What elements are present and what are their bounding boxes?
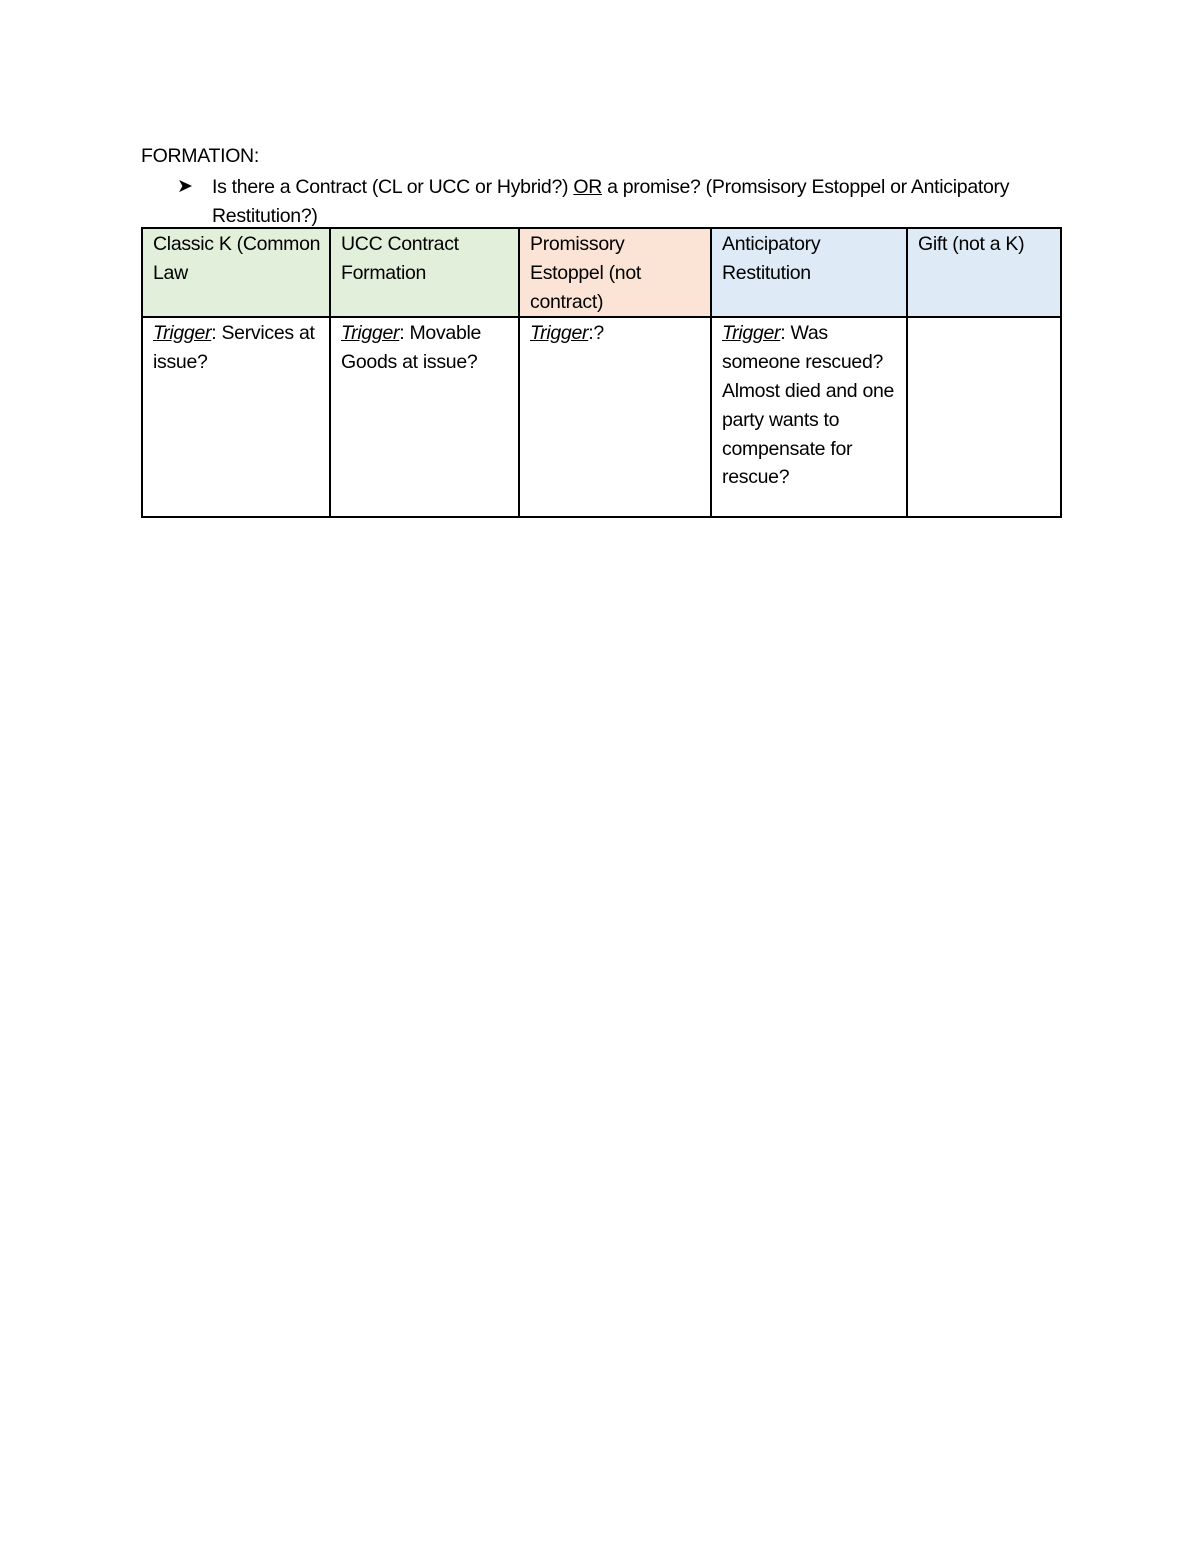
cell-anticipatory-restitution-trigger (711, 317, 907, 517)
header-cell-gift: Gift (not a K) (907, 228, 1061, 317)
trigger-label: Trigger (722, 322, 781, 345)
bullet-text-before: Is there a Contract (CL or UCC or Hybrid?) (212, 176, 574, 198)
section-heading: FORMATION: (141, 145, 259, 167)
cell-promissory-estoppel-trigger (519, 317, 711, 517)
trigger-text: :? (588, 322, 604, 345)
cell-ucc-trigger (330, 317, 519, 517)
table-row (142, 317, 1061, 517)
trigger-label: Trigger (341, 322, 400, 345)
header-cell-classic-k: Classic K (Common Law (142, 228, 330, 317)
arrowhead-bullet-icon: ➤ (177, 176, 193, 197)
trigger-text: : Services at issue? (153, 322, 315, 374)
header-cell-promissory-estoppel: Promissory Estoppel (not contract) (519, 228, 711, 317)
cell-classic-k-trigger (142, 317, 330, 517)
cell-gift-empty (907, 317, 1061, 517)
bullet-text (212, 173, 1012, 230)
header-cell-anticipatory-restitution: Anticipatory Restitution (711, 228, 907, 317)
table-header-row (142, 228, 1061, 317)
bullet-text-after: a promise? (Promsisory Estoppel or Anticipatory Restitution?) (212, 176, 1010, 227)
trigger-text: : Movable Goods at issue? (341, 322, 482, 374)
bullet-text-or: OR (573, 176, 602, 198)
trigger-label: Trigger (153, 322, 212, 345)
trigger-text: : Was someone rescued? Almost died and one party wants to compensate for rescue? (722, 322, 895, 489)
formation-table (141, 227, 1062, 518)
header-cell-ucc: UCC Contract Formation (330, 228, 519, 317)
trigger-label: Trigger (530, 322, 589, 345)
